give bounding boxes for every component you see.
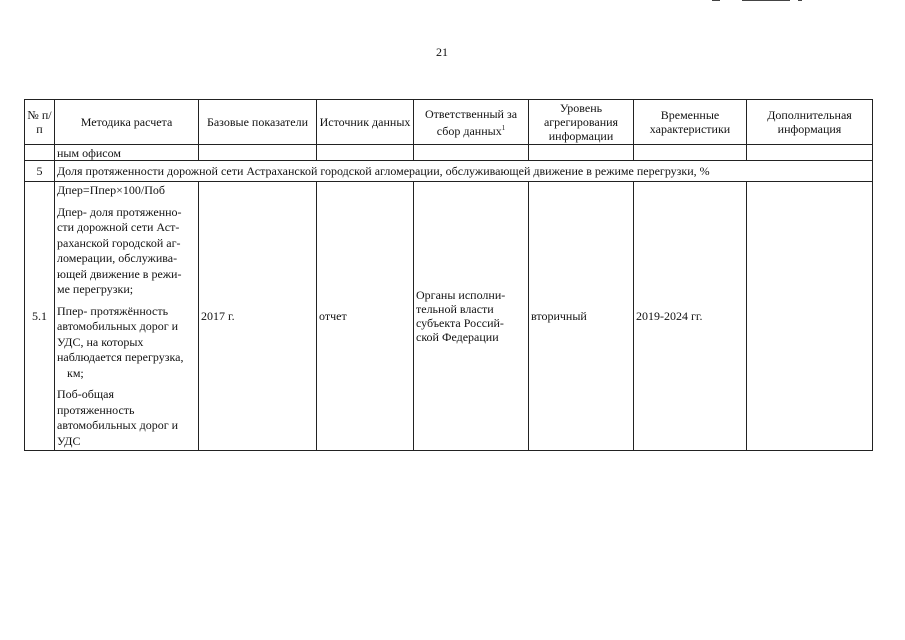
method-line: ломерации, обслужива- — [57, 251, 178, 265]
header-level: Уровень агрегирования информации — [529, 100, 634, 145]
header-extra: Дополнительная информация — [747, 100, 873, 145]
cell-empty — [199, 145, 317, 161]
method-line: Поб-общая — [57, 387, 114, 401]
header-source: Источник данных — [317, 100, 414, 145]
section-number: 5 — [25, 161, 55, 182]
header-responsible-text: Ответственный за сбор данных — [424, 106, 518, 138]
method-line: км; — [67, 365, 84, 380]
method-formula: Дпер=Ппер×100/Поб — [57, 183, 165, 197]
table-row — [25, 182, 873, 451]
method-line: Ппер- протяжённость — [57, 303, 169, 318]
responsible-line: субъекта Россий- — [416, 316, 504, 330]
method-line: раханской городской аг- — [57, 235, 181, 250]
cell-empty — [747, 145, 873, 161]
method-line: автомобильных дорог и — [57, 418, 179, 432]
method-definition-1 — [57, 205, 196, 298]
method-line: сти дорожной сети Аст- — [57, 220, 180, 234]
cell-empty — [317, 145, 414, 161]
header-method: Методика расчета — [55, 100, 199, 145]
continuation-text: ным офисом — [55, 145, 199, 161]
methodology-table — [24, 99, 873, 451]
method-cell — [55, 182, 199, 451]
cell-empty — [529, 145, 634, 161]
cell-empty — [25, 145, 55, 161]
method-line: протяженность — [57, 402, 135, 417]
page-number: 21 — [436, 45, 448, 59]
table-header-row — [25, 100, 873, 145]
footnote-marker: 1 — [501, 123, 506, 132]
section-row — [25, 161, 873, 182]
row-number: 5.1 — [25, 182, 55, 451]
method-line: Дпер- доля протяженно- — [57, 204, 182, 219]
header-base: Базовые показатели — [199, 100, 317, 145]
additional-info — [747, 182, 873, 451]
aggregation-level: вторичный — [529, 182, 634, 451]
responsible-line: тельной власти — [416, 302, 494, 316]
method-definition-2 — [57, 304, 196, 382]
section-title: Доля протяженности дорожной сети Астраханской городской агломерации, обслуживающей движение в режиме перегрузки, % — [55, 161, 873, 182]
responsible-line: ской Федерации — [416, 330, 499, 344]
method-line: УДС, на которых — [57, 334, 144, 349]
responsible-cell — [414, 182, 529, 451]
responsible-line: Органы исполни- — [416, 288, 506, 302]
base-indicator: 2017 г. — [199, 182, 317, 451]
header-responsible — [414, 100, 529, 145]
header-time: Временные характеристики — [634, 100, 747, 145]
scan-artifact — [712, 0, 802, 4]
continuation-row — [25, 145, 873, 161]
method-line: автомобильных дорог и — [57, 319, 179, 333]
cell-empty — [634, 145, 747, 161]
method-line: ме перегрузки; — [57, 282, 134, 296]
data-source: отчет — [317, 182, 414, 451]
method-definition-3 — [57, 387, 196, 449]
method-line: ющей движение в режи- — [57, 266, 182, 281]
method-line: наблюдается перегрузка, — [57, 350, 184, 364]
time-characteristics: 2019-2024 гг. — [634, 182, 747, 451]
header-num: № п/п — [25, 100, 55, 145]
cell-empty — [414, 145, 529, 161]
method-line: УДС — [57, 433, 81, 448]
